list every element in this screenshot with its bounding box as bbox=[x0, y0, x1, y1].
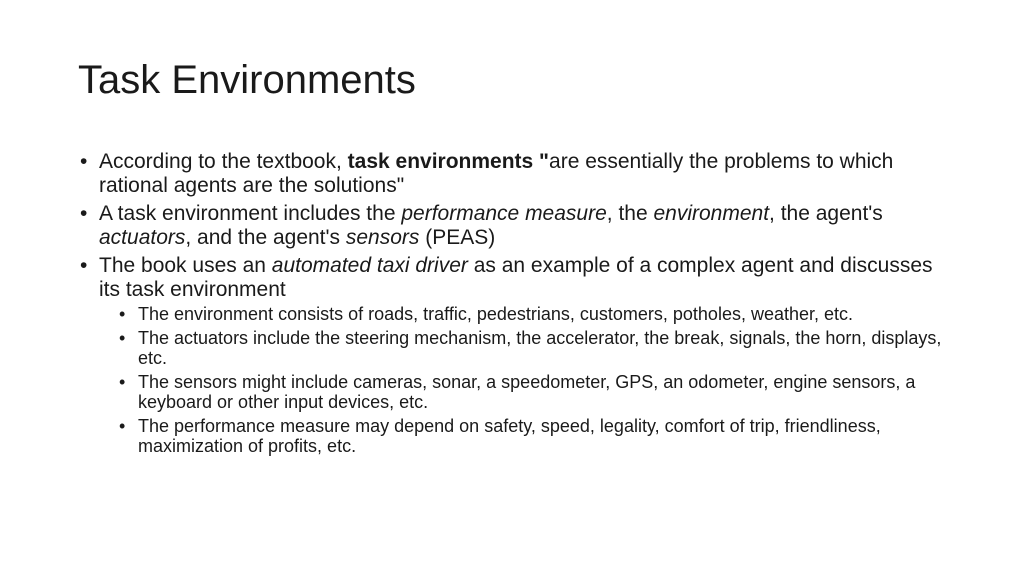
sub-bullet-list bbox=[117, 304, 958, 456]
bullet-text: , the bbox=[606, 202, 654, 225]
bullet-icon: • bbox=[119, 328, 126, 348]
bullet-text: , the agent's bbox=[769, 202, 883, 225]
bullet-text: are essentially the problems to which rational agents are the solutions" bbox=[99, 150, 894, 197]
sub-bullet-text: The performance measure may depend on safety, speed, legality, comfort of trip, friendliness, maximization of profits, etc. bbox=[138, 416, 881, 456]
bullet-icon: • bbox=[80, 150, 88, 173]
slide-body bbox=[78, 150, 958, 460]
italic-term: performance measure bbox=[401, 202, 607, 225]
bullet-text: A task environment includes the bbox=[99, 202, 402, 225]
bullet-icon: • bbox=[80, 202, 88, 225]
italic-term: sensors bbox=[345, 226, 420, 249]
sub-bullet-text: The sensors might include cameras, sonar, a speedometer, GPS, an odometer, engine sensors, a keyboard or other input devices, etc. bbox=[138, 372, 916, 412]
bullet-text: (PEAS) bbox=[419, 226, 496, 249]
italic-term: environment bbox=[653, 202, 770, 225]
italic-term: automated taxi driver bbox=[271, 254, 468, 277]
sub-bullet-item-performance bbox=[117, 416, 958, 456]
slide-title: Task Environments bbox=[78, 58, 416, 102]
bold-term: task environments " bbox=[347, 150, 550, 173]
bullet-text: The book uses an bbox=[99, 254, 272, 277]
bullet-item-peas bbox=[78, 202, 958, 250]
bullet-icon: • bbox=[119, 416, 126, 436]
sub-bullet-item-sensors bbox=[117, 372, 958, 412]
sub-bullet-text: The actuators include the steering mechanism, the accelerator, the break, signals, the horn, displays, etc. bbox=[138, 328, 942, 368]
bullet-icon: • bbox=[80, 254, 88, 277]
bullet-text: as an example of a complex agent and discusses its task environment bbox=[99, 254, 933, 301]
bullet-icon: • bbox=[119, 372, 126, 392]
sub-bullet-item-actuators bbox=[117, 328, 958, 368]
sub-bullet-item-environment bbox=[117, 304, 958, 324]
bullet-text: , and the agent's bbox=[185, 226, 346, 249]
italic-term: actuators bbox=[99, 226, 186, 249]
bullet-item-taxi-example bbox=[78, 254, 958, 456]
bullet-item-textbook-definition bbox=[78, 150, 958, 198]
sub-bullet-text: The environment consists of roads, traffic, pedestrians, customers, potholes, weather, etc. bbox=[138, 304, 854, 324]
bullet-text: According to the textbook, bbox=[99, 150, 348, 173]
bullet-list bbox=[78, 150, 958, 456]
bullet-icon: • bbox=[119, 304, 126, 324]
